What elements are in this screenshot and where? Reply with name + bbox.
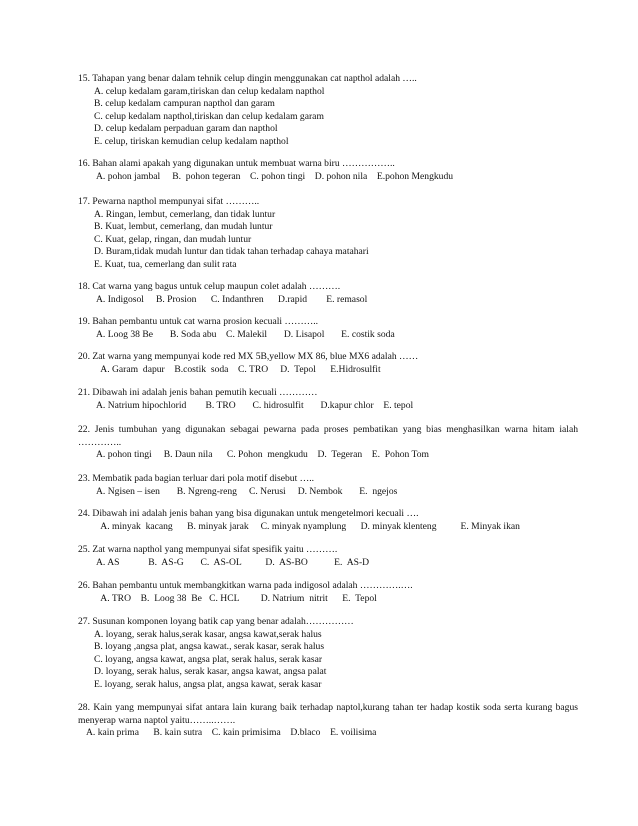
question-20 xyxy=(78,351,578,376)
question-17-option-d: D. Buram,tidak mudah luntur dan tidak tahan terhadap cahaya matahari xyxy=(94,246,369,258)
question-25-text: 25. Zat warna napthol yang mempunyai sifat spesifik yaitu ………. xyxy=(78,544,338,555)
question-15 xyxy=(78,73,578,149)
question-17-option-b: B. Kuat, lembut, cemerlang, dan mudah luntur xyxy=(94,221,273,233)
question-16 xyxy=(78,158,578,183)
question-15-option-b: B. celup kedalam campuran napthol dan garam xyxy=(94,98,275,110)
question-26-options: A. TRO B. Loog 38 Be C. HCL D. Natrium nitrit E. Tepol xyxy=(96,592,377,604)
question-17 xyxy=(78,196,578,272)
question-15-option-e: E. celup, tiriskan kemudian celup kedalam napthol xyxy=(94,135,289,147)
question-21 xyxy=(78,387,578,412)
question-15-option-d: D. celup kedalam perpaduan garam dan napthol xyxy=(94,123,278,135)
question-17-option-c: C. Kuat, gelap, ringan, dan mudah luntur xyxy=(94,233,252,245)
question-15-option-a: A. celup kedalam garam,tiriskan dan celup kedalam napthol xyxy=(94,85,325,97)
question-27-text: 27. Susunan komponen loyang batik cap yang benar adalah…………… xyxy=(78,616,354,627)
question-24 xyxy=(78,508,578,533)
question-18 xyxy=(78,281,578,306)
question-18-options: A. Indigosol B. Prosion C. Indanthren D.rapid E. remasol xyxy=(96,293,368,305)
question-15-text: 15. Tahapan yang benar dalam tehnik celup dingin menggunakan cat napthol adalah ….. xyxy=(78,73,417,84)
question-23-text: 23. Membatik pada bagian terluar dari pola motif disebut ….. xyxy=(78,473,315,484)
question-20-text: 20. Zat warna yang mempunyai kode red MX 5B,yellow MX 86, blue MX6 adalah …… xyxy=(78,351,419,362)
question-19-text: 19. Bahan pembantu untuk cat warna prosion kecuali ……….. xyxy=(78,316,319,327)
question-21-text: 21. Dibawah ini adalah jenis bahan pemutih kecuali ………… xyxy=(78,387,318,398)
question-27-option-a: A. loyang, serak halus,serak kasar, angsa kawat,serak halus xyxy=(94,628,322,640)
question-20-options: A. Garam dapur B.costik soda C. TRO D. Tepol E.Hidrosulfit xyxy=(96,363,381,375)
question-17-option-a: A. Ringan, lembut, cemerlang, dan tidak luntur xyxy=(94,208,276,220)
question-26-text: 26. Bahan pembantu untuk membangkitkan warna pada indigosol adalah ………….…. xyxy=(78,580,413,591)
question-27-option-b: B. loyang ,angsa plat, angsa kawat., serak kasar, serak halus xyxy=(94,641,325,653)
question-24-text: 24. Dibawah ini adalah jenis bahan yang bisa digunakan untuk mengetelmori kecuali …. xyxy=(78,508,419,519)
question-18-text: 18. Cat warna yang bagus untuk celup maupun colet adalah ………. xyxy=(78,281,341,292)
question-27-option-e: E. loyang, serak halus, angsa plat, angsa kawat, serak kasar xyxy=(94,678,322,690)
question-22 xyxy=(78,424,578,462)
question-17-text: 17. Pewarna napthol mempunyai sifat ……….. xyxy=(78,196,260,207)
question-24-options: A. minyak kacang B. minyak jarak C. minyak nyamplung D. minyak klenteng E. Minyak ikan xyxy=(96,520,520,532)
question-16-options: A. pohon jambal B. pohon tegeran C. pohon tingi D. pohon nila E.pohon Mengkudu xyxy=(96,170,454,182)
question-28-text: 28. Kain yang mempunyai sifat antara lain kurang baik terhadap naptol,kurang tahan ter hadap kostik soda serta kurang bagus menyerap warna naptol yaitu……..……. xyxy=(78,702,578,726)
question-19-options: A. Loog 38 Be B. Soda abu C. Malekil D. Lisapol E. costik soda xyxy=(96,328,395,340)
question-27-option-c: C. loyang, angsa kawat, angsa plat, serak halus, serak kasar xyxy=(94,653,323,665)
question-23-options: A. Ngisen – isen B. Ngreng-reng C. Nerusi D. Nembok E. ngejos xyxy=(96,485,398,497)
question-21-options: A. Natrium hipochlorid B. TRO C. hidrosulfit D.kapur chlor E. tepol xyxy=(96,399,414,411)
question-25 xyxy=(78,544,578,569)
question-28 xyxy=(78,702,578,740)
question-28-options: A. kain prima B. kain sutra C. kain primisima D.blaco E. voilisima xyxy=(86,727,377,739)
question-27 xyxy=(78,616,578,692)
question-23 xyxy=(78,473,578,498)
question-25-options: A. AS B. AS-G C. AS-OL D. AS-BO E. AS-D xyxy=(96,556,370,568)
question-26 xyxy=(78,580,578,605)
question-16-text: 16. Bahan alami apakah yang digunakan untuk membuat warna biru …………….. xyxy=(78,158,395,169)
question-17-option-e: E. Kuat, tua, cemerlang dan sulit rata xyxy=(94,258,237,270)
question-15-option-c: C. celup kedalam napthol,tiriskan dan celup kedalam garam xyxy=(94,110,324,122)
question-19 xyxy=(78,316,578,341)
question-22-options: A. pohon tingi B. Daun nila C. Pohon mengkudu D. Tegeran E. Pohon Tom xyxy=(96,449,430,461)
question-27-option-d: D. loyang, serak halus, serak kasar, angsa kawat, angsa palat xyxy=(94,666,327,678)
question-22-text: 22. Jenis tumbuhan yang digunakan sebagai pewarna pada proses pembatikan yang bias menghasilkan warna hitam ialah ………….. xyxy=(78,424,578,448)
